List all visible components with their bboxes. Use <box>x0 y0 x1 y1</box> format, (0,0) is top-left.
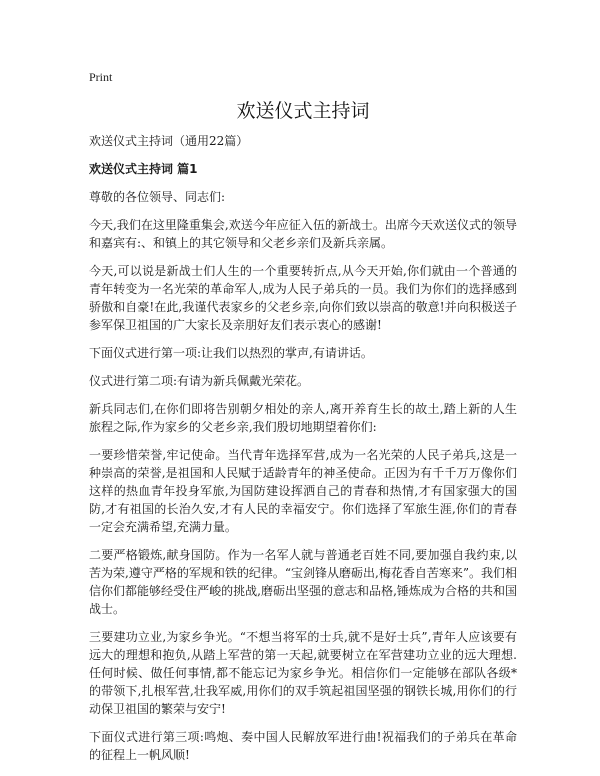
paragraph-greeting: 尊敬的各位领导、同志们: <box>89 190 226 204</box>
paragraph-expectation-three: 三要建功立业,为家乡争光。“不想当将军的士兵,就不是好士兵”,青年人应该要有远大的理想和抱负,从踏上军营的第一天起,就要树立在军营建功立业的远大理想.任何时候、做任何事情,都不能忘记为家乡争光。相信你们一定能够在部队各级*的带领下,扎根军营,壮我军威,用你们的双手筑起祖国坚强的钢铁长城,用你们的行动保卫祖国的繁荣与安宁! <box>89 630 517 716</box>
document-body <box>89 132 517 774</box>
document-title: 欢送仪式主持词 <box>236 100 370 122</box>
paragraph-item-three: 下面仪式进行第三项:鸣炮、奏中国人民解放军进行曲!祝福我们的子弟兵在革命的征程上一帆风顺! <box>89 730 517 762</box>
section-heading: 欢送仪式主持词 篇1 <box>89 162 198 176</box>
paragraph-expectation-one: 一要珍惜荣誉,牢记使命。当代青年选择军营,成为一名光荣的人民子弟兵,这是一种崇高的荣誉,是祖国和人民赋于适龄青年的神圣使命。正因为有千千万万像你们这样的热血青年投身军旅,为国防建设挥洒自己的青春和热情,才有国家强大的国防,才有祖国的长治久安,才有人民的幸福安宁。你们选择了军旅生涯,你们的青春一定会充满希望,充满力量。 <box>89 448 517 534</box>
paragraph-item-one: 下面仪式进行第一项:让我们以热烈的掌声,有请讲话。 <box>89 346 373 360</box>
document-subtitle: 欢送仪式主持词（通用22篇） <box>89 134 249 148</box>
paragraph-opening: 今天,我们在这里隆重集会,欢送今年应征入伍的新战士。出席今天欢送仪式的领导和嘉宾有:、和镇上的其它领导和父老乡亲们及新兵亲属。 <box>89 218 517 250</box>
print-link[interactable]: Print <box>89 70 113 84</box>
paragraph-turning-point: 今天,可以说是新战士们人生的一个重要转折点,从今天开始,你们就由一个普通的青年转变为一名光荣的革命军人,成为人民子弟兵的一员。我们为你们的选择感到骄傲和自豪!在此,我谨代表家乡的父老乡亲,向你们致以崇高的敬意!并向积极送子参军保卫祖国的广大家长及亲朋好友们表示衷心的感谢! <box>89 264 517 332</box>
paragraph-expectations-intro: 新兵同志们,在你们即将告别朝夕相处的亲人,离开养育生长的故土,踏上新的人生旅程之际,作为家乡的父老乡亲,我们殷切地期望着你们: <box>89 402 517 434</box>
paragraph-item-two: 仪式进行第二项:有请为新兵佩戴光荣花。 <box>89 374 310 388</box>
paragraph-expectation-two: 二要严格锻炼,献身国防。作为一名军人就与普通老百姓不同,要加强自我约束,以苦为荣,遵守严格的军规和铁的纪律。“宝剑锋从磨砺出,梅花香自苦寒来”。我们相信你们都能够经受住严峻的挑战,磨砺出坚强的意志和品格,锤炼成为合格的共和国战士。 <box>89 548 517 616</box>
